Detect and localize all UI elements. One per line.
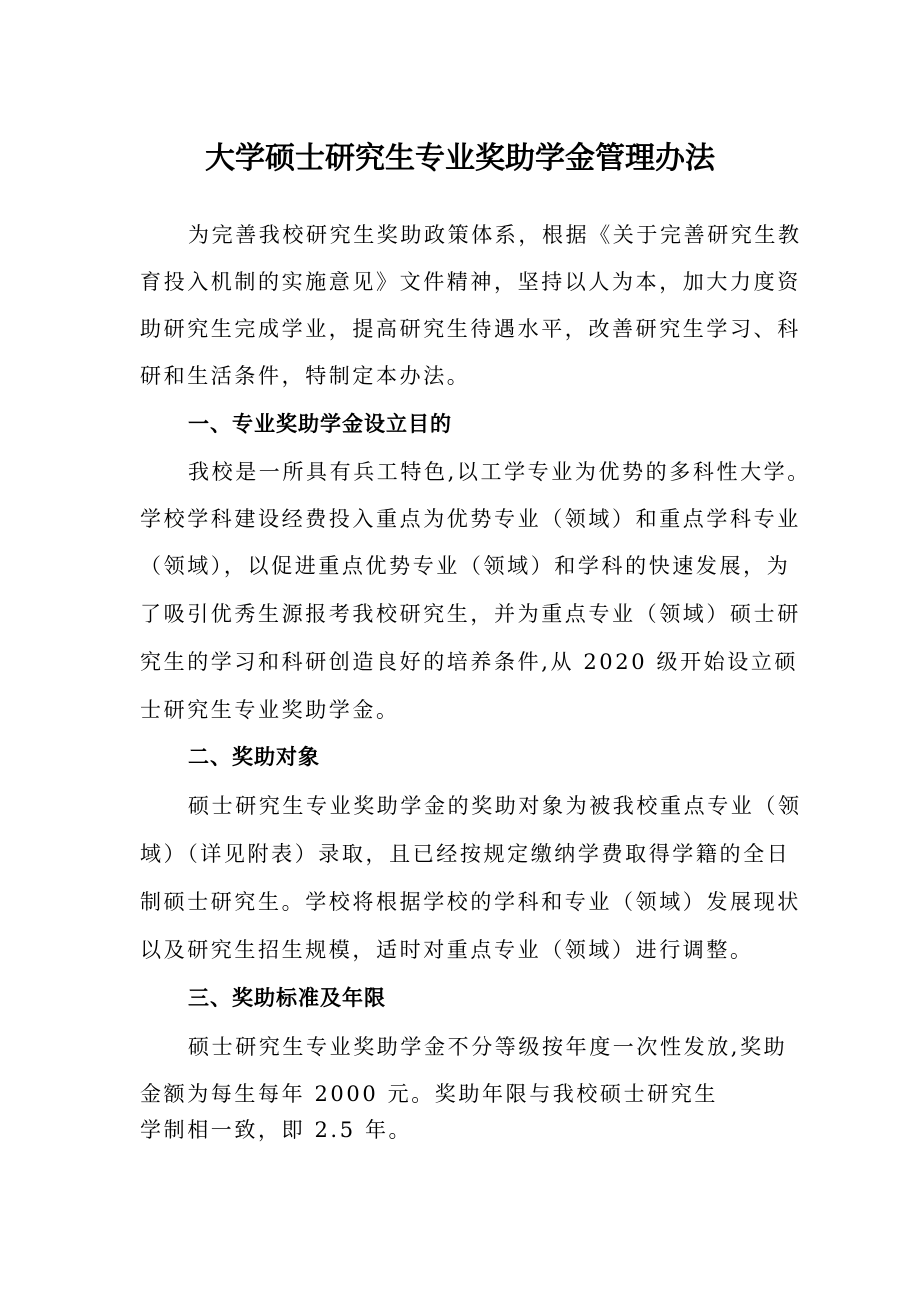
- document-title: 大学硕士研究生专业奖助学金管理办法: [205, 141, 715, 176]
- section-1-line-1: 我校是一所具有兵工特色,以工学专业为优势的多科性大学。: [188, 460, 811, 484]
- section-2-heading: 二、奖助对象: [188, 745, 320, 769]
- section-1-line-6: 士研究生专业奖助学金。: [140, 698, 400, 722]
- section-1-line-5: 究生的学习和科研创造良好的培养条件,从 2020 级开始设立硕: [140, 650, 799, 674]
- section-2-line-1: 硕士研究生专业奖助学金的奖助对象为被我校重点专业（领: [188, 794, 802, 818]
- section-3-line-3: 学制相一致，即 2.5 年。: [140, 1118, 413, 1142]
- section-1-line-2: 学校学科建设经费投入重点为优势专业（领域）和重点学科专业: [140, 507, 801, 531]
- intro-line-4: 研和生活条件，特制定本办法。: [140, 364, 471, 388]
- intro-line-3: 助研究生完成学业，提高研究生待遇水平，改善研究生学习、科: [140, 317, 801, 341]
- section-3-line-1: 硕士研究生专业奖助学金不分等级按年度一次性发放,奖助: [188, 1035, 788, 1059]
- section-3-heading: 三、奖助标准及年限: [188, 986, 386, 1010]
- section-2-line-4: 以及研究生招生规模，适时对重点专业（领域）进行调整。: [140, 938, 754, 962]
- section-3-line-2: 金额为每生每年 2000 元。奖助年限与我校硕士研究生: [140, 1082, 718, 1106]
- section-1-line-4: 了吸引优秀生源报考我校研究生，并为重点专业（领域）硕士研: [140, 602, 801, 626]
- intro-line-1: 为完善我校研究生奖助政策体系，根据《关于完善研究生教: [188, 223, 802, 247]
- intro-line-2: 育投入机制的实施意见》文件精神，坚持以人为本，加大力度资: [140, 270, 801, 294]
- section-2-line-3: 制硕士研究生。学校将根据学校的学科和专业（领域）发展现状: [140, 890, 801, 914]
- section-1-heading: 一、专业奖助学金设立目的: [188, 412, 452, 436]
- section-2-line-2: 域）（详见附表）录取，且已经按规定缴纳学费取得学籍的全日: [140, 842, 791, 866]
- section-1-line-3: （领域），以促进重点优势专业（领域）和学科的快速发展，为: [140, 554, 791, 578]
